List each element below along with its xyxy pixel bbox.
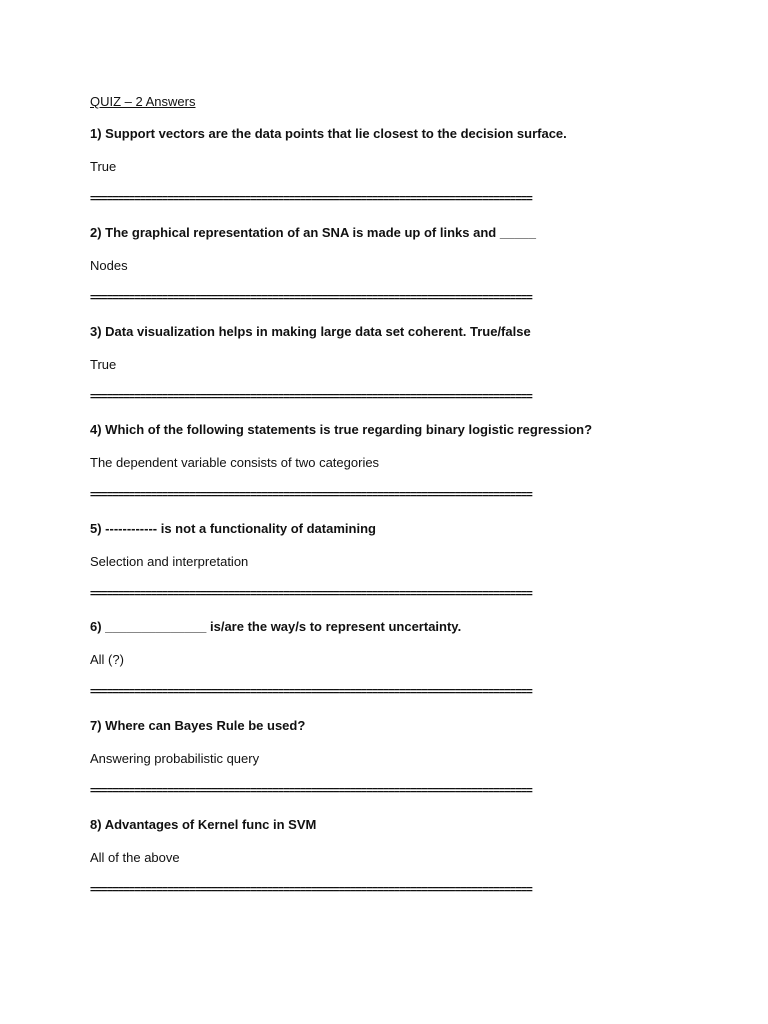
separator-line: ================================================================================ [90,292,532,304]
question-text: 3) Data visualization helps in making large data set coherent. True/false [90,324,531,339]
question-text: 4) Which of the following statements is true regarding binary logistic regression? [90,422,593,437]
separator-line: ================================================================================ [90,686,532,698]
question-text: 5) ------------ is not a functionality of datamining [90,521,376,536]
question-text: 6) ______________ is/are the way/s to represent uncertainty. [90,619,462,634]
separator-line: ================================================================================ [90,489,532,501]
answer-text: All of the above [90,850,180,865]
question-text: 7) Where can Bayes Rule be used? [90,718,306,733]
qa-item-2 [90,224,650,306]
qa-item-8 [90,816,650,898]
answer-text: Selection and interpretation [90,554,249,569]
qa-item-7 [90,717,650,799]
separator-line: ================================================================================ [90,884,532,896]
answer-text: The dependent variable consists of two categories [90,455,380,470]
question-text: 2) The graphical representation of an SNA is made up of links and _____ [90,225,536,240]
qa-item-6 [90,618,650,700]
qa-item-1 [90,125,650,207]
answer-text: Nodes [90,258,128,273]
qa-item-3 [90,323,650,405]
answer-text: True [90,159,117,174]
answer-text: True [90,357,117,372]
question-text: 8) Advantages of Kernel func in SVM [90,817,317,832]
question-text: 1) Support vectors are the data points that lie closest to the decision surface. [90,126,567,141]
separator-line: ================================================================================ [90,391,532,403]
separator-line: ================================================================================ [90,193,532,205]
separator-line: ================================================================================ [90,785,532,797]
qa-item-4 [90,421,650,503]
answer-text: Answering probabilistic query [90,751,260,766]
document-title: QUIZ – 2 Answers [90,94,196,109]
qa-item-5 [90,520,650,602]
separator-line: ================================================================================ [90,588,532,600]
answer-text: All (?) [90,652,124,667]
